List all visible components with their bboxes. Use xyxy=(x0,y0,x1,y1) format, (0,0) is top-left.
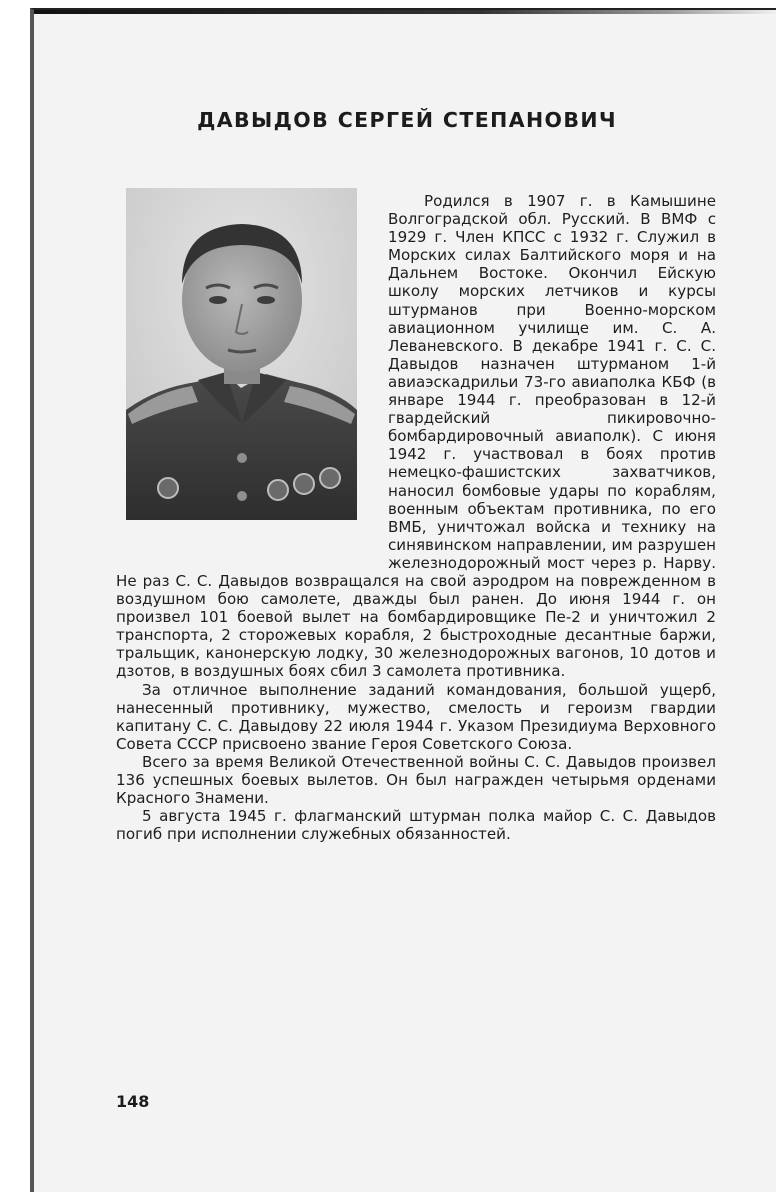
biography-paragraph-1: Родился в 1907 г. в Камышине Волгоградской обл. Русский. В ВМФ с 1929 г. Член КПСС с 1932 г. Служил в Морских силах Балтийского моря и на Дальнем Востоке. Окончил Ейскую школу морских летчиков и курсы штурманов при Военно-морском авиационном училище им. С. А. Леваневского. В декабре 1941 г. С. С. Давыдов назначен штурманом 1-й авиаэскадрильи 73-го авиаполка КБФ (в январе 1944 г. преобразован в 12-й гвардейский пикировочно-бомбардировочный авиаполк). С июня 1942 г. участвовал в боях против немецко-фашистских захватчиков, наносил бомбовые удары по кораблям, военным объектам противника, по его ВМБ, уничтожал войска и технику на синявинском направлении, им разрушен железнодорожный мост через р. Нарву. Не раз С. С. Давыдов возвращался на свой аэродром на поврежденном в воздушном бою самолете, дважды был ранен. До июня 1944 г. он произвел 101 боевой вылет на бомбардировщике Пе-2 и уничтожил 2 транспорта, 2 сторожевых корабля, 2 быстроходные десантные баржи, тральщик, канонерскую лодку, 30 железнодорожных вагонов, 10 дотов и дзотов, в воздушных боях сбил 3 самолета противника. xyxy=(116,192,716,681)
page-number: 148 xyxy=(116,1092,150,1111)
book-page xyxy=(30,8,776,1192)
biography-paragraph-2: За отличное выполнение заданий командования, большой ущерб, нанесенный противнику, мужество, смелость и героизм гвардии капитану С. С. Давыдову 22 июля 1944 г. Указом Президиума Верховного Совета СССР присвоено звание Героя Советского Союза. xyxy=(116,680,716,753)
biography-paragraph-3: Всего за время Великой Отечественной войны С. С. Давыдов произвел 136 успешных боевых вылетов. Он был награжден четырьмя орденами Красного Знамени. xyxy=(116,752,716,808)
portrait-text-wrap xyxy=(116,192,388,556)
page-title: ДАВЫДОВ СЕРГЕЙ СТЕПАНОВИЧ xyxy=(197,108,617,132)
scan-edge xyxy=(34,10,776,14)
biography-text xyxy=(116,192,716,843)
biography-paragraph-4: 5 августа 1945 г. флагманский штурман полка майор С. С. Давыдов погиб при исполнении служебных обязанностей. xyxy=(116,807,716,844)
